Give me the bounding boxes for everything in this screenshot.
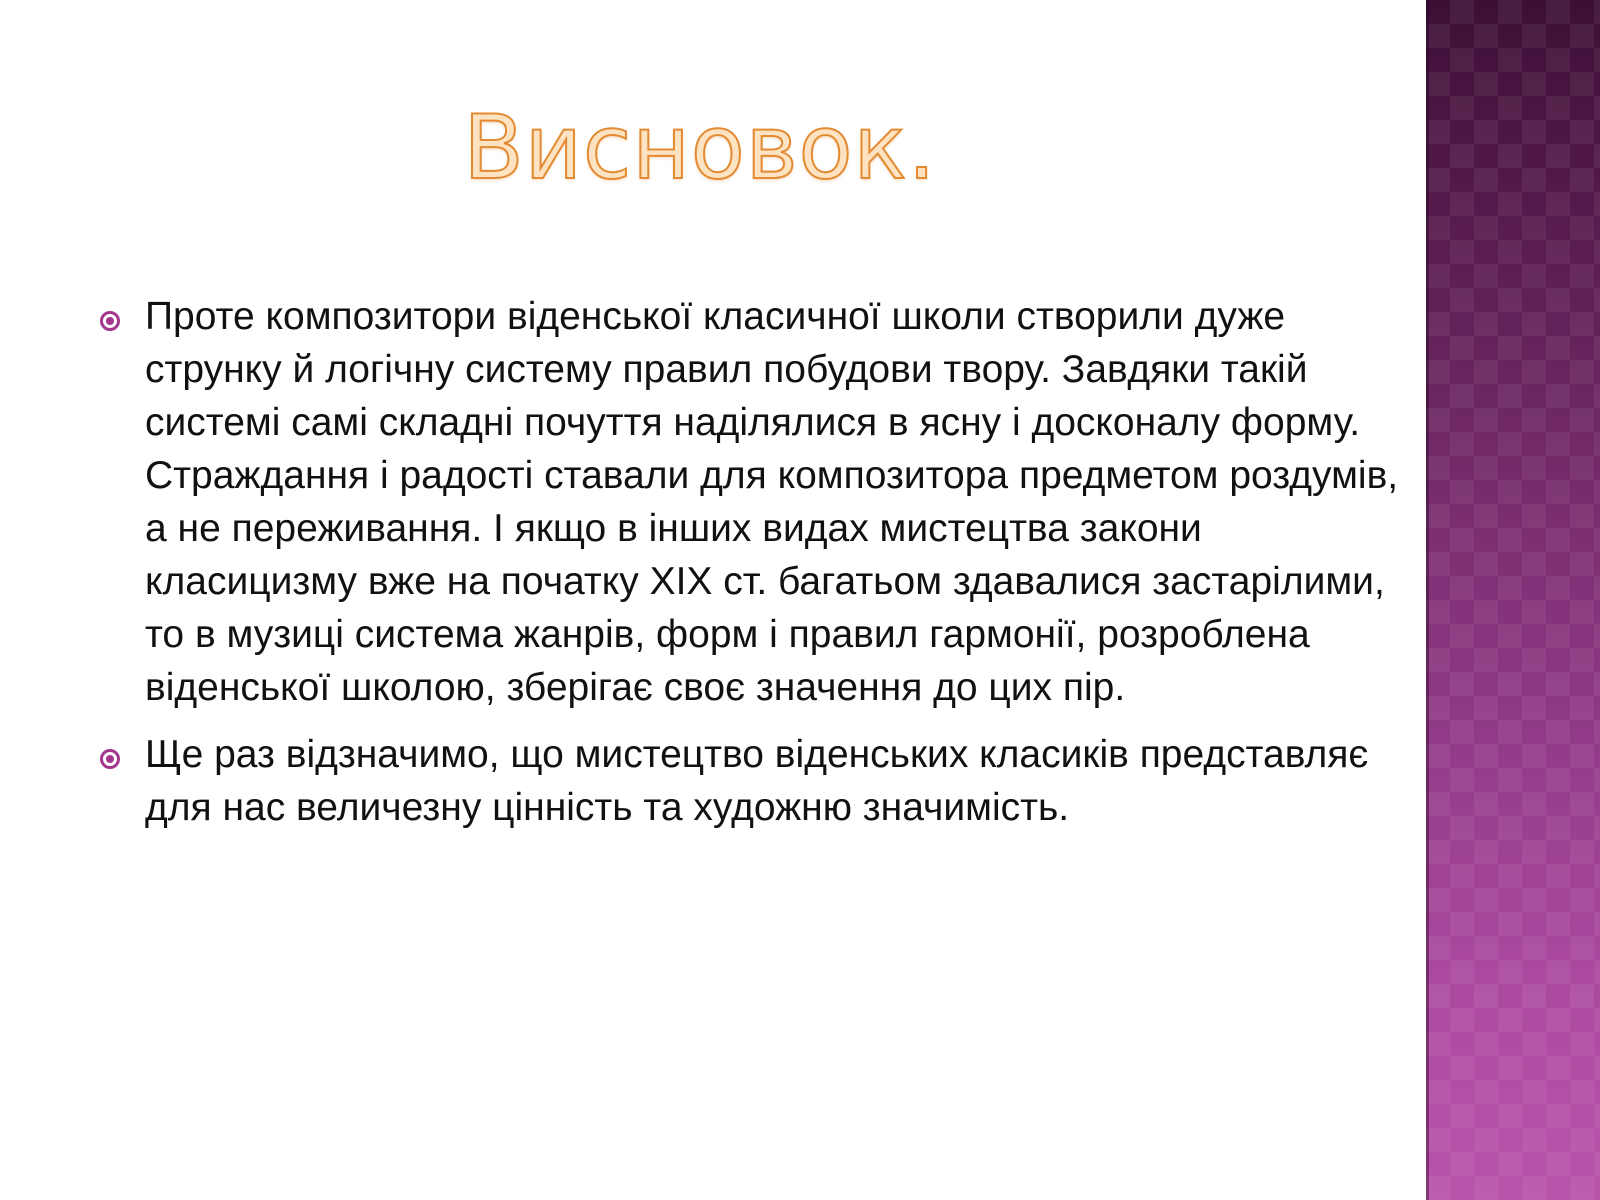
- decorative-side-band: [1426, 0, 1600, 1200]
- circled-dot-bullet-icon: [100, 311, 120, 331]
- bullet-item: [100, 290, 1400, 714]
- bullet-text: Ще раз відзначимо, що мистецтво віденських класиків представляє для нас величезну цінність та художню значимість.: [145, 733, 1369, 829]
- circled-dot-bullet-icon: [100, 749, 120, 769]
- side-band-edge: [1426, 0, 1429, 1200]
- bullet-item: [100, 728, 1400, 834]
- bullet-text: Проте композитори віденської класичної школи створили дуже струнку й логічну систему правил побудови твору. Завдяки такій системі самі складні почуття наділялися в ясну і досконалу форму. Страждання і радості ставали для композитора предметом роздумів, а не переживання. І якщо в інших видах мистецтва закони класицизму вже на початку ХІХ ст. багатьом здавалися застарілими, то в музиці система жанрів, форм і правил гармонії, розроблена віденської школою, зберігає своє значення до цих пір.: [145, 295, 1399, 709]
- slide-title: Висновок.: [463, 96, 937, 199]
- bullet-list: [100, 290, 1400, 848]
